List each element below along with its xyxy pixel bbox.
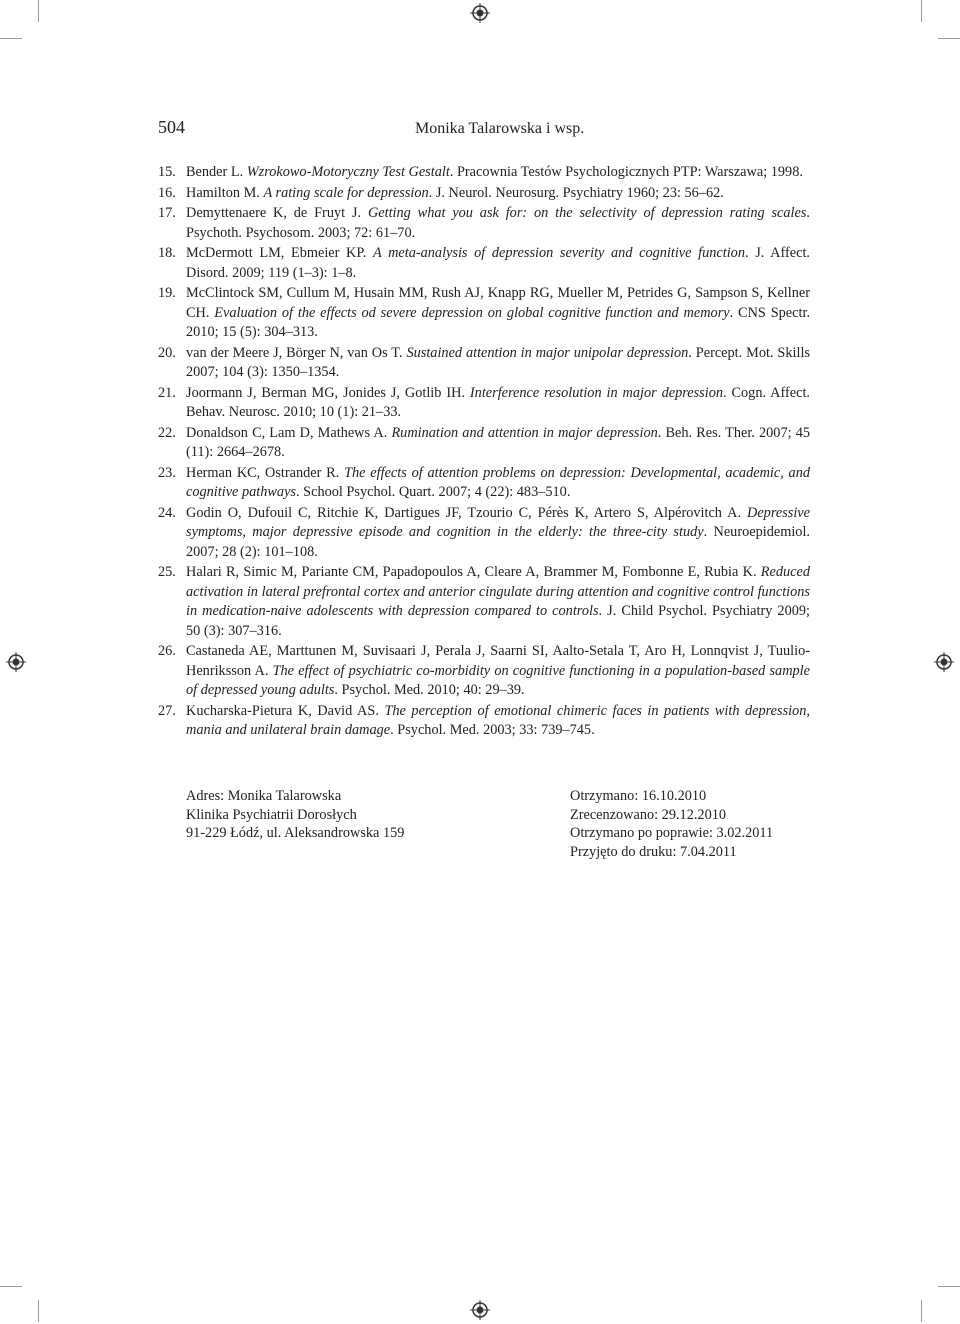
reference-authors: Bender L.	[186, 164, 244, 180]
reference-number: 26.	[158, 643, 176, 659]
crop-mark	[0, 38, 22, 39]
reference-item: 21. Joormann J, Berman MG, Jonides J, Gotlib IH. Interference resolution in major depression. Cogn. Affect. Behav. Neurosc. 2010; 10 (1): 21–33.	[158, 384, 811, 420]
page-number: 504	[158, 117, 185, 137]
reference-number: 15.	[158, 164, 176, 180]
crop-mark	[38, 1300, 39, 1322]
reference-authors: McClintock SM, Cullum M, Husain MM, Rush AJ, Knapp RG, Mueller M, Petrides G, Sampson S, Kellner CH.	[186, 285, 810, 321]
registration-mark-icon	[6, 652, 26, 672]
reference-number: 23.	[158, 464, 176, 481]
reference-title: The perception of emotional chimeric faces in patients with depression, mania and unilateral brain damage	[186, 702, 810, 738]
reference-number: 17.	[158, 205, 176, 221]
reference-authors: Donaldson C, Lam D, Mathews A.	[186, 424, 388, 441]
reference-number: 20.	[158, 344, 176, 361]
reference-number: 27.	[158, 702, 176, 719]
reference-source: Psychol. Med. 2003; 33: 739–745.	[397, 722, 595, 738]
reference-item: 24. Godin O, Dufouil C, Ritchie K, Dartigues JF, Tzourio C, Pérès K, Artero S, Alpérovitch A. Depressive symptoms, major depressive episode and cognition in the elderly: the three-city study. Neuroepidemiol. 2007; 28 (2): 101–108.	[158, 504, 810, 560]
reference-source: CNS Spectr. 2010; 15 (5): 304–313.	[186, 304, 811, 340]
reference-number: 16.	[158, 184, 176, 201]
reference-title: Rumination and attention in major depression	[391, 424, 658, 441]
reference-source: Psychol. Med. 2010; 40: 29–39.	[341, 682, 525, 698]
reference-source: Neuroepidemiol. 2007; 28 (2): 101–108.	[186, 524, 810, 560]
reference-number: 21.	[158, 384, 176, 401]
reference-source: Pracownia Testów Psychologicznych PTP: Warszawa; 1998.	[456, 164, 803, 180]
reference-title: The effect of psychiatric co-morbidity on cognitive functioning in a population-based sample of depressed young adults	[186, 662, 810, 698]
reference-title: Depressive symptoms, major depressive episode and cognition in the elderly: the three-city study	[186, 504, 810, 540]
reference-title: Getting what you ask for: on the selectivity of depression rating scales	[367, 205, 807, 221]
crop-mark	[938, 1286, 960, 1287]
date-reviewed: Zrecenzowano: 29.12.2010	[570, 806, 727, 823]
reference-item: 25. Halari R, Simic M, Pariante CM, Papadopoulos A, Cleare A, Brammer M, Fombonne E, Rubia K. Reduced activation in lateral prefrontal cortex and anterior cingulate during attention and cognitive control functions in medication-naive adolescents with depression compared to controls. J. Child Psychol. Psychiatry 2009; 50 (3): 307–316.	[158, 564, 811, 639]
reference-item: 17. Demyttenaere K, de Fruyt J. Getting what you ask for: on the selectivity of depression rating scales. Psychoth. Psychosom. 2003; 72: 61–70.	[158, 205, 810, 241]
address-line: Klinika Psychiatrii Dorosłych	[186, 806, 357, 823]
reference-authors: Halari R, Simic M, Pariante CM, Papadopoulos A, Cleare A, Brammer M, Fombonne E, Rubia K.	[186, 564, 757, 580]
date-received: Otrzymano: 16.10.2010	[570, 788, 707, 804]
reference-item: 23. Herman KC, Ostrander R. The effects of attention problems on depression: Developmental, academic, and cognitive pathways. School Psychol. Quart. 2007; 4 (22): 483–510.	[158, 464, 811, 500]
reference-item: 16. Hamilton M. A rating scale for depression. J. Neurol. Neurosurg. Psychiatry 1960; 23: 56–62.	[158, 184, 810, 204]
reference-number: 18.	[158, 245, 176, 261]
reference-list	[158, 163, 810, 742]
date-accepted: Przyjęto do druku: 7.04.2011	[570, 843, 737, 860]
reference-number: 22.	[158, 424, 176, 441]
reference-title: Wzrokowo-Motoryczny Test Gestalt	[246, 164, 450, 180]
reference-item: 20. van der Meere J, Börger N, van Os T. Sustained attention in major unipolar depression. Percept. Mot. Skills 2007; 104 (3): 1350–1354.	[158, 344, 810, 380]
reference-number: 24.	[158, 504, 176, 521]
reference-source: Beh. Res. Ther. 2007; 45 (11): 2664–2678.	[186, 424, 810, 460]
address-line: 91-229 Łódź, ul. Aleksandrowska 159	[186, 825, 405, 841]
reference-source: J. Neurol. Neurosurg. Psychiatry 1960; 23: 56–62.	[435, 184, 724, 201]
reference-number: 25.	[158, 564, 176, 580]
reference-authors: Demyttenaere K, de Fruyt J.	[186, 205, 362, 221]
reference-authors: Castaneda AE, Marttunen M, Suvisaari J, Perala J, Saarni SI, Aalto-Setala T, Aro H, Lonnqvist J, Tuulio-Henriksson A.	[186, 643, 810, 679]
reference-authors: Joormann J, Berman MG, Jonides J, Gotlib IH.	[186, 384, 465, 401]
registration-mark-icon	[470, 3, 490, 23]
date-revised: Otrzymano po poprawie: 3.02.2011	[570, 825, 774, 841]
reference-number: 19.	[158, 285, 176, 301]
reference-item: 26. Castaneda AE, Marttunen M, Suvisaari J, Perala J, Saarni SI, Aalto-Setala T, Aro H, Lonnqvist J, Tuulio-Henriksson A. The effect of psychiatric co-morbidity on cognitive functioning in a population-based sample of depressed young adults. Psychol. Med. 2010; 40: 29–39.	[158, 643, 810, 698]
reference-title: Evaluation of the effects od severe depression on global cognitive function and memory	[214, 304, 730, 321]
crop-mark	[921, 0, 922, 22]
reference-item: 18. McDermott LM, Ebmeier KP. A meta-analysis of depression severity and cognitive function. J. Affect. Disord. 2009; 119 (1–3): 1–8.	[158, 245, 811, 281]
address-line: Adres: Monika Talarowska	[186, 788, 342, 804]
reference-item: 19. McClintock SM, Cullum M, Husain MM, Rush AJ, Knapp RG, Mueller M, Petrides G, Sampson S, Kellner CH. Evaluation of the effects od severe depression on global cognitive function and memory. CNS Spectr. 2010; 15 (5): 304–313.	[158, 285, 811, 340]
reference-title: Reduced activation in lateral prefrontal cortex and anterior cingulate during attention and cognitive control functions in medication-naive adolescents with depression compared to controls	[186, 564, 811, 619]
reference-source: Cogn. Affect. Behav. Neurosc. 2010; 10 (1): 21–33.	[186, 384, 811, 420]
reference-source: Percept. Mot. Skills 2007; 104 (3): 1350–1354.	[186, 344, 810, 380]
reference-authors: Hamilton M.	[186, 184, 260, 201]
reference-title: The effects of attention problems on depression: Developmental, academic, and cognitive pathways	[186, 464, 811, 500]
reference-authors: Kucharska-Pietura K, David AS.	[186, 702, 379, 719]
reference-source: School Psychol. Quart. 2007; 4 (22): 483–510.	[303, 484, 571, 500]
reference-authors: Herman KC, Ostrander R.	[186, 464, 340, 481]
reference-authors: Godin O, Dufouil C, Ritchie K, Dartigues JF, Tzourio C, Pérès K, Artero S, Alpérovitch A.	[186, 504, 742, 521]
manuscript-dates	[570, 787, 773, 861]
reference-title: Interference resolution in major depression	[469, 384, 724, 401]
reference-title: A meta-analysis of depression severity and cognitive function	[372, 245, 745, 261]
reference-item: 22. Donaldson C, Lam D, Mathews A. Rumination and attention in major depression. Beh. Res. Ther. 2007; 45 (11): 2664–2678.	[158, 424, 810, 460]
reference-source: J. Affect. Disord. 2009; 119 (1–3): 1–8.	[186, 245, 811, 281]
reference-item: 15. Bender L. Wzrokowo-Motoryczny Test Gestalt. Pracownia Testów Psychologicznych PTP: Warszawa; 1998.	[158, 163, 810, 183]
registration-mark-icon	[934, 652, 954, 672]
crop-mark	[921, 1300, 922, 1322]
reference-authors: McDermott LM, Ebmeier KP.	[186, 245, 367, 261]
crop-mark	[38, 0, 39, 22]
correspondence-address	[186, 787, 404, 843]
reference-title: A rating scale for depression	[263, 184, 429, 201]
crop-mark	[938, 38, 960, 39]
reference-title: Sustained attention in major unipolar depression	[406, 344, 689, 361]
running-head: Monika Talarowska i wsp.	[415, 120, 585, 137]
reference-source: Psychoth. Psychosom. 2003; 72: 61–70.	[186, 224, 416, 241]
crop-mark	[0, 1286, 22, 1287]
reference-item: 27. Kucharska-Pietura K, David AS. The perception of emotional chimeric faces in patients with depression, mania and unilateral brain damage. Psychol. Med. 2003; 33: 739–745.	[158, 702, 810, 738]
reference-source: J. Child Psychol. Psychiatry 2009; 50 (3): 307–316.	[186, 603, 810, 639]
reference-authors: van der Meere J, Börger N, van Os T.	[186, 344, 403, 361]
registration-mark-icon	[470, 1300, 490, 1320]
